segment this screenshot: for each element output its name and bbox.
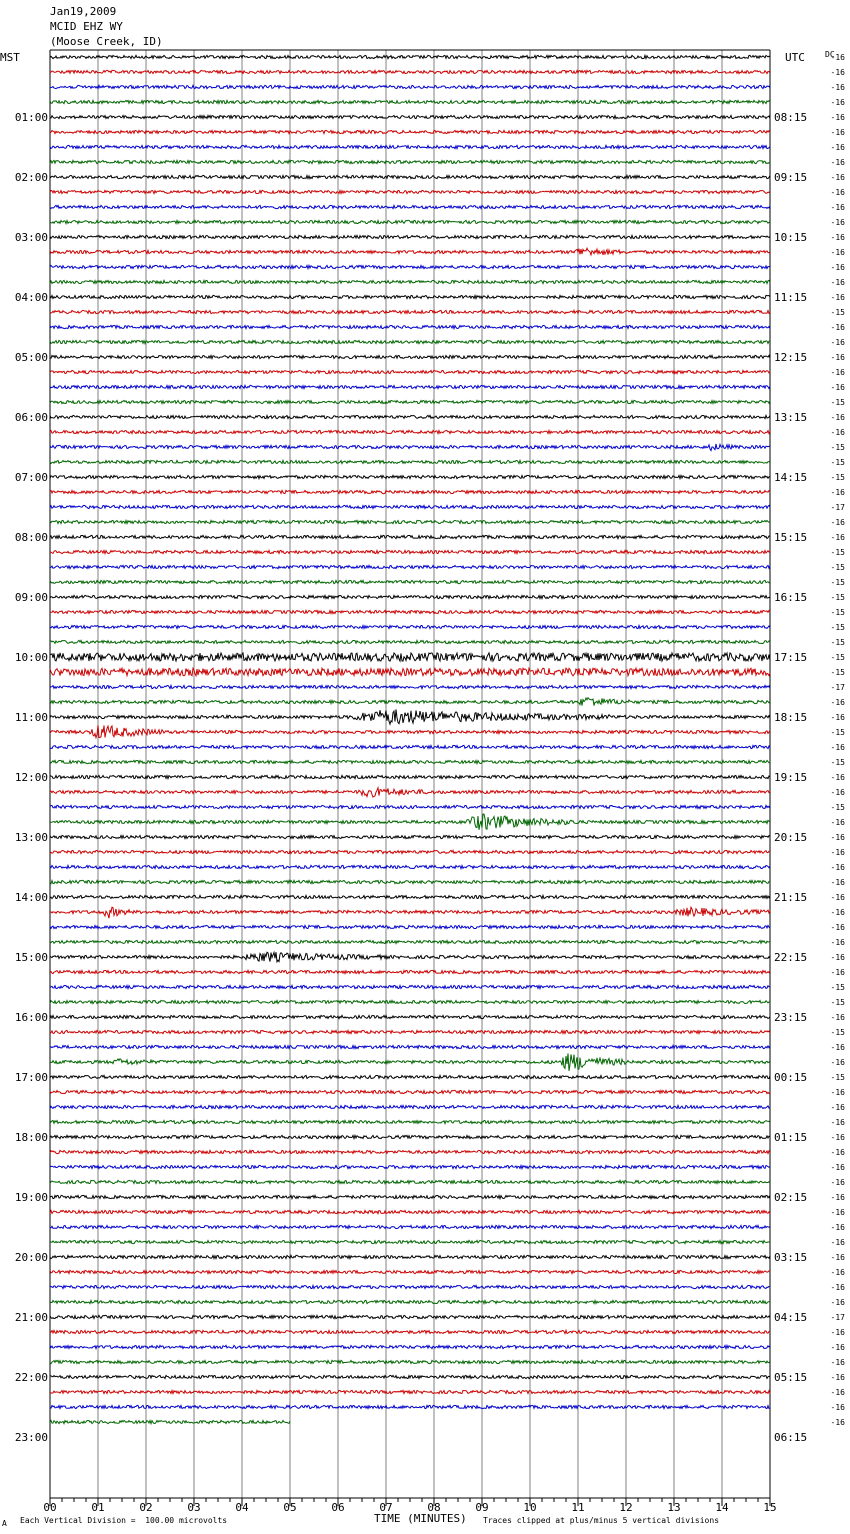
x-tick-label: 14 [715, 1501, 729, 1514]
dc-offset-label: -15 [830, 308, 845, 317]
seismic-trace [50, 1345, 770, 1348]
seismic-trace [50, 1053, 770, 1071]
seismic-trace [50, 280, 770, 283]
dc-offset-label: -16 [830, 113, 845, 122]
x-tick-label: 08 [427, 1501, 441, 1514]
seismic-trace [50, 685, 770, 688]
seismic-trace [50, 265, 770, 268]
dc-label: DC [825, 50, 835, 59]
dc-offset-label: -16 [830, 1418, 845, 1427]
dc-offset-label: -15 [830, 638, 845, 647]
left-hour-label: 15:00 [14, 951, 48, 964]
left-hour-label: 09:00 [14, 591, 48, 604]
x-tick-label: 02 [139, 1501, 153, 1514]
left-hour-label: 14:00 [14, 891, 48, 904]
x-tick-label: 11 [571, 1501, 585, 1514]
seismic-trace [50, 835, 770, 838]
seismic-trace [50, 1420, 290, 1423]
seismic-trace [50, 1360, 770, 1363]
dc-offset-label: -16 [830, 1268, 845, 1277]
dc-offset-label: -15 [830, 398, 845, 407]
seismic-trace [50, 952, 770, 962]
seismic-trace [50, 1000, 770, 1003]
left-hour-label: 05:00 [14, 351, 48, 364]
left-hour-label: 21:00 [14, 1311, 48, 1324]
dc-offset-label: -16 [830, 158, 845, 167]
right-hour-label: 20:15 [774, 831, 808, 844]
seismic-trace [50, 895, 770, 898]
dc-offset-label: -15 [830, 563, 845, 572]
dc-offset-label: -15 [830, 758, 845, 767]
dc-offset-label: -16 [830, 53, 845, 62]
seismic-trace [50, 1120, 770, 1123]
dc-offset-label: -15 [830, 473, 845, 482]
seismic-trace [50, 325, 770, 328]
seismic-trace [50, 430, 770, 433]
left-hour-label: 07:00 [14, 471, 48, 484]
dc-offset-label: -16 [830, 83, 845, 92]
dc-offset-label: -15 [830, 1073, 845, 1082]
seismic-trace [50, 248, 770, 255]
left-hour-label: 02:00 [14, 171, 48, 184]
seismic-trace [50, 1315, 770, 1318]
seismic-trace [50, 640, 770, 643]
seismic-trace [50, 1135, 770, 1138]
dc-offset-label: -16 [830, 818, 845, 827]
dc-offset-label: -16 [830, 188, 845, 197]
left-hour-label: 22:00 [14, 1371, 48, 1384]
seismic-trace [50, 580, 770, 583]
seismic-trace [50, 709, 770, 724]
dc-offset-label: -16 [830, 1328, 845, 1337]
seismic-trace [50, 355, 770, 358]
seismic-trace [50, 625, 770, 628]
dc-offset-label: -16 [830, 848, 845, 857]
dc-offset-label: -16 [830, 368, 845, 377]
left-hour-label: 19:00 [14, 1191, 48, 1204]
seismic-trace [50, 1255, 770, 1258]
dc-offset-label: -15 [830, 593, 845, 602]
left-hour-label: 16:00 [14, 1011, 48, 1024]
station-code: MCID EHZ WY [50, 20, 123, 33]
dc-offset-label: -16 [830, 263, 845, 272]
left-hour-label: 11:00 [14, 711, 48, 724]
dc-offset-label: -16 [830, 1148, 845, 1157]
seismic-trace [50, 1270, 770, 1273]
dc-offset-label: -16 [830, 518, 845, 527]
seismic-trace [50, 1195, 770, 1198]
dc-offset-label: -15 [830, 578, 845, 587]
x-tick-label: 04 [235, 1501, 249, 1514]
x-tick-label: 10 [523, 1501, 537, 1514]
seismic-trace [50, 220, 770, 223]
dc-offset-label: -16 [830, 1238, 845, 1247]
dc-offset-label: -16 [830, 1043, 845, 1052]
seismic-trace [50, 1150, 770, 1153]
seismic-trace [50, 595, 770, 598]
seismic-trace [50, 788, 770, 797]
seismic-trace [50, 925, 770, 928]
dc-offset-label: -16 [830, 953, 845, 962]
right-hour-label: 18:15 [774, 711, 808, 724]
dc-offset-label: -16 [830, 203, 845, 212]
right-hour-label: 22:15 [774, 951, 808, 964]
seismic-trace [50, 1090, 770, 1093]
dc-offset-label: -16 [830, 1058, 845, 1067]
left-hour-label: 03:00 [14, 231, 48, 244]
left-hour-label: 17:00 [14, 1071, 48, 1084]
seismic-trace [50, 1300, 770, 1303]
dc-offset-label: -16 [830, 1013, 845, 1022]
x-tick-label: 09 [475, 1501, 489, 1514]
seismic-trace [50, 190, 770, 193]
dc-offset-label: -15 [830, 458, 845, 467]
dc-offset-label: -15 [830, 983, 845, 992]
dc-offset-label: -15 [830, 728, 845, 737]
seismic-trace [50, 55, 770, 58]
right-timezone-label: UTC [785, 51, 805, 64]
seismic-trace [50, 814, 770, 830]
seismic-trace [50, 1180, 770, 1183]
dc-offset-label: -16 [830, 488, 845, 497]
seismic-trace [50, 940, 770, 943]
seismic-trace [50, 1240, 770, 1243]
dc-offset-label: -16 [830, 923, 845, 932]
dc-offset-label: -15 [830, 998, 845, 1007]
right-hour-label: 12:15 [774, 351, 808, 364]
seismic-trace [50, 610, 770, 613]
seismic-trace [50, 1210, 770, 1213]
dc-offset-label: -15 [830, 443, 845, 452]
seismic-trace [50, 535, 770, 538]
x-tick-label: 06 [331, 1501, 345, 1514]
right-hour-label: 16:15 [774, 591, 808, 604]
dc-offset-label: -16 [830, 338, 845, 347]
dc-offset-label: -16 [830, 218, 845, 227]
x-tick-label: 15 [763, 1501, 777, 1514]
dc-offset-label: -16 [830, 833, 845, 842]
dc-offset-label: -16 [830, 1118, 845, 1127]
dc-offset-label: -15 [830, 1028, 845, 1037]
dc-offset-label: -16 [830, 278, 845, 287]
dc-offset-label: -16 [830, 1208, 845, 1217]
dc-offset-label: -16 [830, 143, 845, 152]
seismic-trace [50, 130, 770, 133]
dc-offset-label: -16 [830, 1373, 845, 1382]
seismic-trace [50, 520, 770, 523]
dc-offset-label: -16 [830, 128, 845, 137]
seismic-trace [50, 235, 770, 238]
left-hour-label: 08:00 [14, 531, 48, 544]
dc-offset-label: -15 [830, 623, 845, 632]
seismic-trace [50, 505, 770, 508]
left-hour-label: 13:00 [14, 831, 48, 844]
seismic-trace [50, 760, 770, 763]
seismic-trace [50, 1105, 770, 1108]
right-hour-label: 04:15 [774, 1311, 808, 1324]
dc-offset-label: -16 [830, 743, 845, 752]
dc-offset-label: -16 [830, 1253, 845, 1262]
seismic-trace [50, 775, 770, 778]
right-hour-label: 03:15 [774, 1251, 808, 1264]
dc-offset-label: -16 [830, 968, 845, 977]
dc-offset-label: -16 [830, 1388, 845, 1397]
dc-offset-label: -16 [830, 413, 845, 422]
dc-offset-label: -16 [830, 938, 845, 947]
left-hour-label: 04:00 [14, 291, 48, 304]
seismic-trace [50, 444, 770, 451]
dc-offset-label: -16 [830, 293, 845, 302]
seismic-trace [50, 385, 770, 388]
left-hour-label: 12:00 [14, 771, 48, 784]
dc-offset-label: -16 [830, 1163, 845, 1172]
seismic-trace [50, 310, 770, 313]
right-hour-label: 06:15 [774, 1431, 808, 1444]
seismic-trace [50, 1165, 770, 1168]
dc-offset-label: -16 [830, 1283, 845, 1292]
dc-offset-label: -15 [830, 668, 845, 677]
seismic-trace [50, 370, 770, 373]
right-hour-label: 15:15 [774, 531, 808, 544]
seismic-trace [50, 1075, 770, 1078]
dc-offset-label: -16 [830, 893, 845, 902]
dc-offset-label: -16 [830, 1088, 845, 1097]
right-hour-label: 21:15 [774, 891, 808, 904]
x-tick-label: 01 [91, 1501, 105, 1514]
dc-offset-label: -17 [830, 1313, 845, 1322]
seismic-trace [50, 1030, 770, 1033]
right-hour-label: 00:15 [774, 1071, 808, 1084]
left-hour-label: 18:00 [14, 1131, 48, 1144]
x-tick-label: 07 [379, 1501, 393, 1514]
right-hour-label: 05:15 [774, 1371, 808, 1384]
dc-offset-label: -15 [830, 653, 845, 662]
seismic-trace [50, 100, 770, 103]
dc-offset-label: -16 [830, 68, 845, 77]
seismic-trace [50, 490, 770, 493]
seismic-trace [50, 970, 770, 973]
dc-offset-label: -15 [830, 548, 845, 557]
seismic-trace [50, 175, 770, 178]
dc-offset-label: -16 [830, 908, 845, 917]
dc-offset-label: -16 [830, 353, 845, 362]
seismic-trace [50, 565, 770, 568]
left-timezone-label: MST [0, 51, 20, 64]
dc-offset-label: -16 [830, 1103, 845, 1112]
seismic-trace [50, 725, 770, 738]
left-hour-label: 01:00 [14, 111, 48, 124]
dc-offset-label: -16 [830, 878, 845, 887]
x-tick-label: 12 [619, 1501, 633, 1514]
seismic-trace [50, 668, 770, 676]
right-hour-label: 08:15 [774, 111, 808, 124]
corner-mark: A [2, 1519, 7, 1528]
dc-offset-label: -16 [830, 98, 845, 107]
seismic-trace [50, 985, 770, 988]
dc-offset-label: -16 [830, 323, 845, 332]
seismic-trace [50, 205, 770, 208]
dc-offset-label: -16 [830, 233, 845, 242]
seismic-trace [50, 850, 770, 853]
seismic-trace [50, 698, 770, 706]
seismic-trace [50, 880, 770, 883]
seismic-trace [50, 1045, 770, 1048]
plot-date: Jan19,2009 [50, 5, 117, 18]
left-hour-label: 06:00 [14, 411, 48, 424]
right-hour-label: 01:15 [774, 1131, 808, 1144]
dc-offset-label: -16 [830, 1358, 845, 1367]
dc-offset-label: -16 [830, 383, 845, 392]
seismic-trace [50, 70, 770, 73]
seismic-trace [50, 145, 770, 148]
dc-offset-label: -15 [830, 803, 845, 812]
seismic-trace [50, 1330, 770, 1333]
right-hour-label: 23:15 [774, 1011, 808, 1024]
right-hour-label: 14:15 [774, 471, 808, 484]
seismic-trace [50, 805, 770, 808]
seismic-trace [50, 1405, 770, 1408]
seismic-trace [50, 340, 770, 343]
dc-offset-label: -16 [830, 788, 845, 797]
right-hour-label: 19:15 [774, 771, 808, 784]
x-tick-label: 05 [283, 1501, 297, 1514]
x-axis-title: TIME (MINUTES) [374, 1512, 467, 1525]
right-hour-label: 10:15 [774, 231, 808, 244]
dc-offset-label: -16 [830, 1223, 845, 1232]
seismic-trace [50, 1285, 770, 1288]
dc-offset-label: -16 [830, 713, 845, 722]
x-tick-label: 03 [187, 1501, 201, 1514]
right-hour-label: 09:15 [774, 171, 808, 184]
seismic-trace [50, 653, 770, 661]
seismic-trace [50, 865, 770, 868]
seismic-trace [50, 550, 770, 553]
seismic-trace [50, 160, 770, 163]
clip-note: Traces clipped at plus/minus 5 vertical divisions [483, 1516, 720, 1525]
seismic-trace [50, 400, 770, 403]
dc-offset-label: -16 [830, 773, 845, 782]
right-hour-label: 11:15 [774, 291, 808, 304]
seismic-trace [50, 295, 770, 298]
dc-offset-label: -16 [830, 1343, 845, 1352]
seismic-trace [50, 115, 770, 118]
dc-offset-label: -16 [830, 1403, 845, 1412]
dc-offset-label: -16 [830, 1178, 845, 1187]
dc-offset-label: -16 [830, 863, 845, 872]
dc-offset-label: -16 [830, 533, 845, 542]
seismic-trace [50, 1375, 770, 1378]
right-hour-label: 17:15 [774, 651, 808, 664]
dc-offset-label: -16 [830, 1298, 845, 1307]
seismic-trace [50, 475, 770, 478]
seismic-trace [50, 907, 770, 918]
scale-note: Each Vertical Division = 100.00 microvolts [20, 1516, 228, 1525]
right-hour-label: 02:15 [774, 1191, 808, 1204]
left-hour-label: 20:00 [14, 1251, 48, 1264]
right-hour-label: 13:15 [774, 411, 808, 424]
x-tick-label: 00 [43, 1501, 57, 1514]
dc-offset-label: -16 [830, 248, 845, 257]
left-hour-label: 23:00 [14, 1431, 48, 1444]
dc-offset-label: -17 [830, 503, 845, 512]
dc-offset-label: -16 [830, 698, 845, 707]
dc-offset-label: -16 [830, 173, 845, 182]
seismic-trace [50, 85, 770, 88]
seismic-trace [50, 460, 770, 463]
x-tick-label: 13 [667, 1501, 681, 1514]
dc-offset-label: -15 [830, 608, 845, 617]
seismic-trace [50, 415, 770, 418]
seismic-trace [50, 1225, 770, 1228]
dc-offset-label: -16 [830, 428, 845, 437]
dc-offset-label: -17 [830, 683, 845, 692]
dc-offset-label: -16 [830, 1133, 845, 1142]
station-location: (Moose Creek, ID) [50, 35, 163, 48]
seismic-trace [50, 1390, 770, 1393]
seismic-trace [50, 1015, 770, 1018]
left-hour-label: 10:00 [14, 651, 48, 664]
seismic-trace [50, 745, 770, 748]
dc-offset-label: -16 [830, 1193, 845, 1202]
